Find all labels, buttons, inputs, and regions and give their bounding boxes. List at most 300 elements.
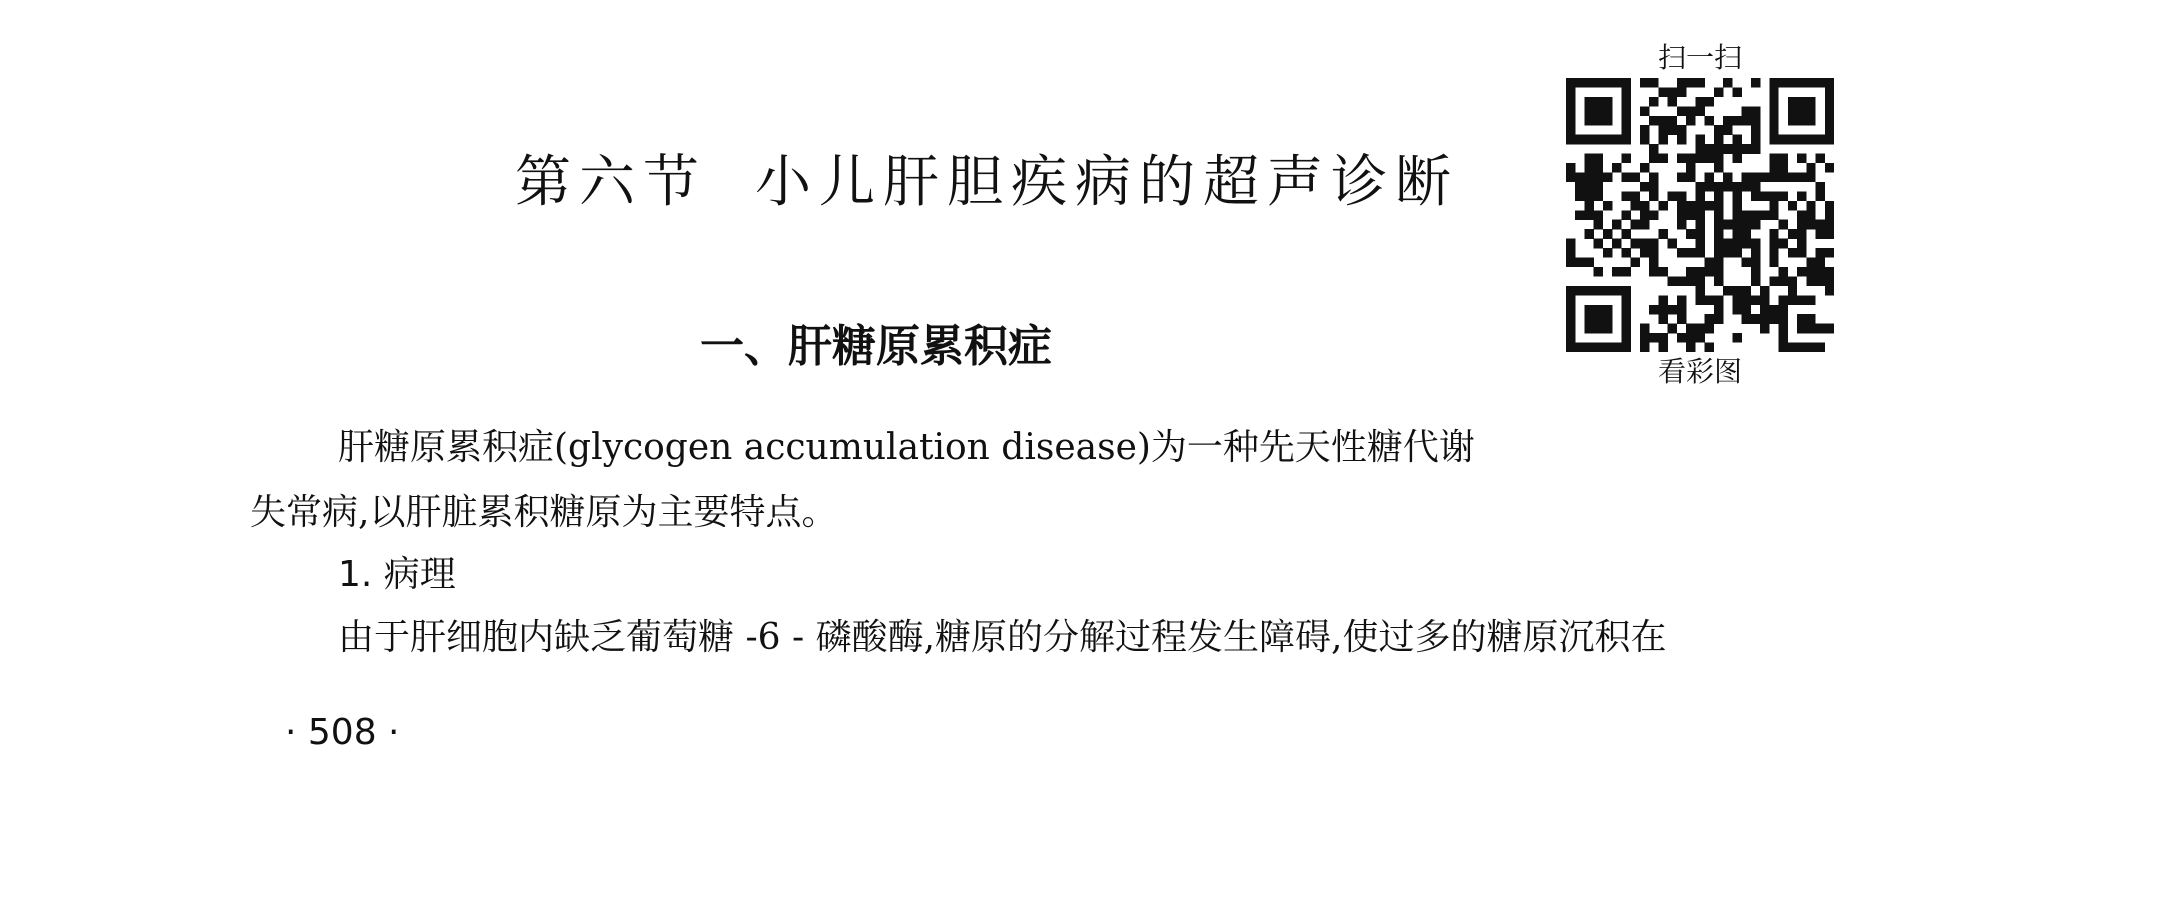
qr-module: [1806, 106, 1815, 116]
qr-module: [1714, 248, 1723, 258]
qr-module: [1797, 172, 1806, 182]
pathology-heading: 1. 病理: [338, 554, 456, 595]
qr-module: [1594, 267, 1603, 277]
qr-module: [1742, 239, 1751, 249]
qr-module: [1760, 324, 1769, 334]
qr-module: [1825, 106, 1834, 116]
qr-module: [1612, 267, 1621, 277]
qr-module: [1825, 267, 1834, 277]
qr-module: [1640, 135, 1649, 145]
qr-module: [1779, 78, 1788, 88]
qr-module: [1594, 97, 1603, 107]
qr-module: [1640, 78, 1649, 88]
qr-module: [1732, 239, 1741, 249]
qr-module: [1825, 78, 1834, 88]
qr-module: [1649, 305, 1658, 315]
qr-module: [1751, 106, 1760, 116]
qr-module: [1686, 333, 1695, 343]
subsection-heading: 一、肝糖原累积症: [700, 321, 1052, 372]
qr-module: [1649, 239, 1658, 249]
qr-module: [1714, 191, 1723, 201]
qr-module: [1732, 116, 1741, 126]
qr-module: [1695, 201, 1704, 211]
qr-module: [1658, 295, 1667, 305]
qr-module: [1584, 286, 1593, 296]
qr-module: [1723, 144, 1732, 154]
qr-module: [1751, 135, 1760, 145]
qr-module: [1621, 333, 1630, 343]
qr-module: [1612, 239, 1621, 249]
qr-module: [1742, 116, 1751, 126]
qr-module: [1584, 172, 1593, 182]
qr-module: [1714, 210, 1723, 220]
qr-module: [1566, 116, 1575, 126]
qr-module: [1584, 343, 1593, 352]
qr-module: [1806, 97, 1815, 107]
qr-module: [1751, 220, 1760, 230]
qr-module: [1806, 295, 1815, 305]
qr-module: [1677, 333, 1686, 343]
section-number: 第六节: [515, 150, 707, 215]
qr-module: [1575, 172, 1584, 182]
qr-module: [1594, 163, 1603, 173]
qr-module: [1631, 191, 1640, 201]
qr-module: [1714, 163, 1723, 173]
qr-module: [1714, 154, 1723, 164]
qr-module: [1658, 87, 1667, 97]
qr-module: [1742, 210, 1751, 220]
qr-module: [1732, 305, 1741, 315]
qr-module: [1686, 163, 1695, 173]
qr-module: [1723, 248, 1732, 258]
qr-module: [1658, 125, 1667, 135]
qr-module: [1695, 182, 1704, 192]
qr-module: [1695, 229, 1704, 239]
page-number: · 508 ·: [285, 712, 400, 753]
qr-module: [1723, 239, 1732, 249]
qr-module: [1806, 220, 1815, 230]
qr-module: [1621, 210, 1630, 220]
qr-module: [1788, 248, 1797, 258]
qr-module: [1584, 191, 1593, 201]
qr-module: [1825, 135, 1834, 145]
qr-module: [1658, 229, 1667, 239]
qr-module: [1779, 191, 1788, 201]
qr-module: [1742, 172, 1751, 182]
qr-module: [1751, 314, 1760, 324]
qr-module: [1584, 97, 1593, 107]
qr-module: [1705, 97, 1714, 107]
qr-module: [1621, 191, 1630, 201]
qr-module: [1695, 97, 1704, 107]
qr-module: [1806, 116, 1815, 126]
qr-module: [1779, 343, 1788, 352]
qr-module: [1825, 248, 1834, 258]
qr-module: [1612, 220, 1621, 230]
qr-module: [1825, 229, 1834, 239]
qr-module: [1566, 163, 1575, 173]
qr-module: [1594, 172, 1603, 182]
qr-module: [1806, 343, 1815, 352]
qr-module: [1566, 172, 1575, 182]
qr-module: [1640, 220, 1649, 230]
qr-module: [1649, 191, 1658, 201]
qr-module: [1649, 267, 1658, 277]
qr-module: [1769, 314, 1778, 324]
qr-module: [1575, 210, 1584, 220]
qr-module: [1816, 220, 1825, 230]
qr-module: [1584, 258, 1593, 268]
qr-module: [1825, 97, 1834, 107]
qr-module: [1751, 182, 1760, 192]
qr-module: [1816, 191, 1825, 201]
qr-module: [1677, 220, 1686, 230]
qr-module: [1797, 314, 1806, 324]
qr-module: [1575, 191, 1584, 201]
qr-module: [1575, 182, 1584, 192]
qr-module: [1649, 333, 1658, 343]
qr-module: [1686, 78, 1695, 88]
qr-module: [1584, 210, 1593, 220]
qr-module: [1686, 210, 1695, 220]
qr-module: [1769, 163, 1778, 173]
qr-module: [1732, 286, 1741, 296]
qr-module: [1640, 210, 1649, 220]
qr-module: [1695, 220, 1704, 230]
qr-module: [1732, 135, 1741, 145]
qr-module: [1797, 106, 1806, 116]
qr-module: [1668, 116, 1677, 126]
qr-module: [1621, 116, 1630, 126]
qr-module: [1677, 314, 1686, 324]
qr-module: [1816, 276, 1825, 286]
qr-module: [1788, 286, 1797, 296]
qr-module: [1825, 87, 1834, 97]
qr-module: [1658, 267, 1667, 277]
qr-module: [1705, 144, 1714, 154]
qr-module: [1705, 295, 1714, 305]
qr-module: [1658, 116, 1667, 126]
qr-module: [1705, 154, 1714, 164]
qr-module: [1658, 343, 1667, 352]
qr-module: [1705, 267, 1714, 277]
qr-module: [1658, 201, 1667, 211]
qr-module: [1769, 239, 1778, 249]
qr-module: [1584, 135, 1593, 145]
qr-module: [1705, 324, 1714, 334]
qr-module: [1594, 220, 1603, 230]
qr-module: [1779, 172, 1788, 182]
qr-module: [1816, 229, 1825, 239]
qr-module: [1594, 305, 1603, 315]
qr-module: [1769, 135, 1778, 145]
qr-module: [1779, 276, 1788, 286]
qr-module: [1714, 229, 1723, 239]
qr-module: [1769, 276, 1778, 286]
qr-module: [1668, 191, 1677, 201]
qr-module: [1723, 286, 1732, 296]
qr-module: [1668, 87, 1677, 97]
qr-module: [1594, 314, 1603, 324]
qr-module: [1825, 201, 1834, 211]
qr-module: [1566, 239, 1575, 249]
qr-module: [1806, 135, 1815, 145]
qr-module: [1621, 295, 1630, 305]
qr-module: [1677, 125, 1686, 135]
qr-module: [1816, 343, 1825, 352]
qr-module: [1797, 191, 1806, 201]
qr-module: [1584, 201, 1593, 211]
qr-module: [1788, 343, 1797, 352]
qr-module: [1751, 248, 1760, 258]
qr-module: [1668, 125, 1677, 135]
qr-module: [1621, 324, 1630, 334]
qr-module: [1695, 276, 1704, 286]
qr-module: [1779, 333, 1788, 343]
qr-module: [1732, 248, 1741, 258]
qr-module: [1714, 135, 1723, 145]
qr-module: [1621, 87, 1630, 97]
qr-module: [1797, 295, 1806, 305]
qr-module: [1825, 324, 1834, 334]
qr-module: [1621, 248, 1630, 258]
qr-module: [1594, 135, 1603, 145]
section-title: 小儿肝胆疾病的超声诊断: [755, 150, 1459, 215]
qr-module: [1677, 276, 1686, 286]
qr-module: [1797, 343, 1806, 352]
qr-module: [1612, 163, 1621, 173]
qr-module: [1751, 116, 1760, 126]
qr-module: [1612, 135, 1621, 145]
qr-module: [1575, 343, 1584, 352]
qr-module: [1797, 220, 1806, 230]
qr-module: [1751, 191, 1760, 201]
qr-module: [1732, 229, 1741, 239]
qr-module: [1732, 191, 1741, 201]
qr-module: [1594, 210, 1603, 220]
qr-module: [1779, 220, 1788, 230]
section-heading: [515, 150, 1459, 215]
qr-module: [1658, 305, 1667, 315]
qr-module: [1769, 210, 1778, 220]
qr-module: [1705, 201, 1714, 211]
qr-module: [1584, 324, 1593, 334]
qr-module: [1797, 239, 1806, 249]
qr-module: [1714, 144, 1723, 154]
qr-module: [1640, 343, 1649, 352]
qr-module: [1751, 78, 1760, 88]
qr-module: [1816, 258, 1825, 268]
qr-module: [1686, 172, 1695, 182]
qr-module: [1705, 182, 1714, 192]
qr-module: [1677, 201, 1686, 211]
qr-module: [1806, 267, 1815, 277]
qr-module: [1769, 125, 1778, 135]
qr-module: [1566, 135, 1575, 145]
qr-module: [1584, 154, 1593, 164]
qr-module: [1797, 267, 1806, 277]
qr-module: [1668, 276, 1677, 286]
qr-module: [1603, 116, 1612, 126]
qr-module: [1695, 333, 1704, 343]
qr-module: [1584, 163, 1593, 173]
qr-module: [1779, 305, 1788, 315]
qr-module: [1658, 135, 1667, 145]
qr-module: [1603, 314, 1612, 324]
qr-module: [1584, 314, 1593, 324]
qr-module: [1714, 258, 1723, 268]
qr-module: [1621, 314, 1630, 324]
qr-module: [1825, 276, 1834, 286]
qr-module: [1742, 182, 1751, 192]
qr-module: [1649, 258, 1658, 268]
qr-module: [1677, 135, 1686, 145]
qr-module: [1649, 248, 1658, 258]
qr-module: [1816, 267, 1825, 277]
qr-module: [1714, 295, 1723, 305]
qr-module: [1751, 144, 1760, 154]
qr-module: [1769, 305, 1778, 315]
qr-scan-label: 扫一扫: [1657, 41, 1742, 74]
qr-module: [1742, 314, 1751, 324]
qr-view-color-label: 看彩图: [1657, 355, 1742, 388]
qr-module: [1695, 295, 1704, 305]
qr-module: [1788, 229, 1797, 239]
qr-module: [1575, 78, 1584, 88]
qr-module: [1677, 295, 1686, 305]
qr-module: [1816, 135, 1825, 145]
qr-module: [1603, 78, 1612, 88]
qr-module: [1816, 78, 1825, 88]
qr-module: [1705, 343, 1714, 352]
qr-module: [1751, 239, 1760, 249]
qr-module: [1640, 125, 1649, 135]
qr-module: [1658, 314, 1667, 324]
qr-module: [1769, 172, 1778, 182]
qr-module: [1612, 78, 1621, 88]
qr-module: [1779, 239, 1788, 249]
qr-module: [1621, 343, 1630, 352]
qr-module: [1779, 324, 1788, 334]
qr-module: [1640, 163, 1649, 173]
qr-module: [1788, 97, 1797, 107]
qr-module: [1612, 343, 1621, 352]
qr-module: [1621, 78, 1630, 88]
qr-module: [1732, 144, 1741, 154]
qr-module: [1640, 106, 1649, 116]
qr-module: [1769, 258, 1778, 268]
qr-module: [1695, 324, 1704, 334]
qr-module: [1603, 324, 1612, 334]
qr-module: [1649, 78, 1658, 88]
qr-module: [1732, 210, 1741, 220]
qr-module: [1714, 125, 1723, 135]
qr-module: [1649, 97, 1658, 107]
body-paragraph-line-3: 由于肝细胞内缺乏葡萄糖 -6 - 磷酸酶,糖原的分解过程发生障碍,使过多的糖原沉积在: [338, 617, 1667, 658]
qr-module: [1714, 276, 1723, 286]
qr-module: [1649, 116, 1658, 126]
qr-module: [1788, 295, 1797, 305]
qr-module: [1566, 97, 1575, 107]
qr-module: [1806, 314, 1815, 324]
qr-module: [1677, 191, 1686, 201]
qr-module: [1714, 305, 1723, 315]
qr-module: [1621, 305, 1630, 315]
qr-module: [1640, 248, 1649, 258]
qr-module: [1825, 125, 1834, 135]
qr-module: [1677, 154, 1686, 164]
qr-module: [1769, 191, 1778, 201]
qr-module: [1779, 135, 1788, 145]
qr-module: [1640, 324, 1649, 334]
qr-module: [1806, 210, 1815, 220]
qr-module: [1603, 343, 1612, 352]
qr-module: [1584, 182, 1593, 192]
qr-module: [1566, 324, 1575, 334]
qr-module: [1603, 248, 1612, 258]
qr-module: [1788, 276, 1797, 286]
qr-module: [1825, 210, 1834, 220]
qr-module: [1769, 154, 1778, 164]
qr-module: [1714, 314, 1723, 324]
qr-module: [1797, 97, 1806, 107]
qr-module: [1760, 314, 1769, 324]
qr-module: [1621, 135, 1630, 145]
qr-module: [1760, 191, 1769, 201]
qr-module: [1677, 305, 1686, 315]
qr-module: [1695, 267, 1704, 277]
qr-module: [1742, 144, 1751, 154]
qr-module: [1788, 116, 1797, 126]
qr-module: [1816, 324, 1825, 334]
qr-module: [1566, 343, 1575, 352]
qr-module: [1806, 78, 1815, 88]
qr-module: [1640, 239, 1649, 249]
qr-module: [1686, 324, 1695, 334]
qr-module: [1566, 258, 1575, 268]
qr-module: [1788, 78, 1797, 88]
qr-code-icon: [1566, 78, 1834, 352]
qr-module: [1668, 239, 1677, 249]
qr-module: [1640, 333, 1649, 343]
qr-module: [1816, 248, 1825, 258]
qr-module: [1714, 87, 1723, 97]
qr-module: [1797, 210, 1806, 220]
qr-module: [1566, 333, 1575, 343]
qr-module: [1705, 258, 1714, 268]
qr-module: [1695, 154, 1704, 164]
qr-module: [1686, 267, 1695, 277]
qr-module: [1603, 286, 1612, 296]
qr-module: [1742, 305, 1751, 315]
qr-module: [1714, 267, 1723, 277]
qr-module: [1695, 191, 1704, 201]
qr-module: [1723, 172, 1732, 182]
qr-module: [1566, 248, 1575, 258]
qr-module: [1603, 305, 1612, 315]
qr-module: [1742, 229, 1751, 239]
qr-module: [1723, 182, 1732, 192]
qr-module: [1751, 210, 1760, 220]
qr-module: [1806, 324, 1815, 334]
qr-module: [1649, 182, 1658, 192]
qr-module: [1594, 343, 1603, 352]
qr-module: [1788, 172, 1797, 182]
qr-module: [1742, 295, 1751, 305]
qr-module: [1584, 106, 1593, 116]
qr-module: [1640, 201, 1649, 211]
qr-module: [1779, 295, 1788, 305]
